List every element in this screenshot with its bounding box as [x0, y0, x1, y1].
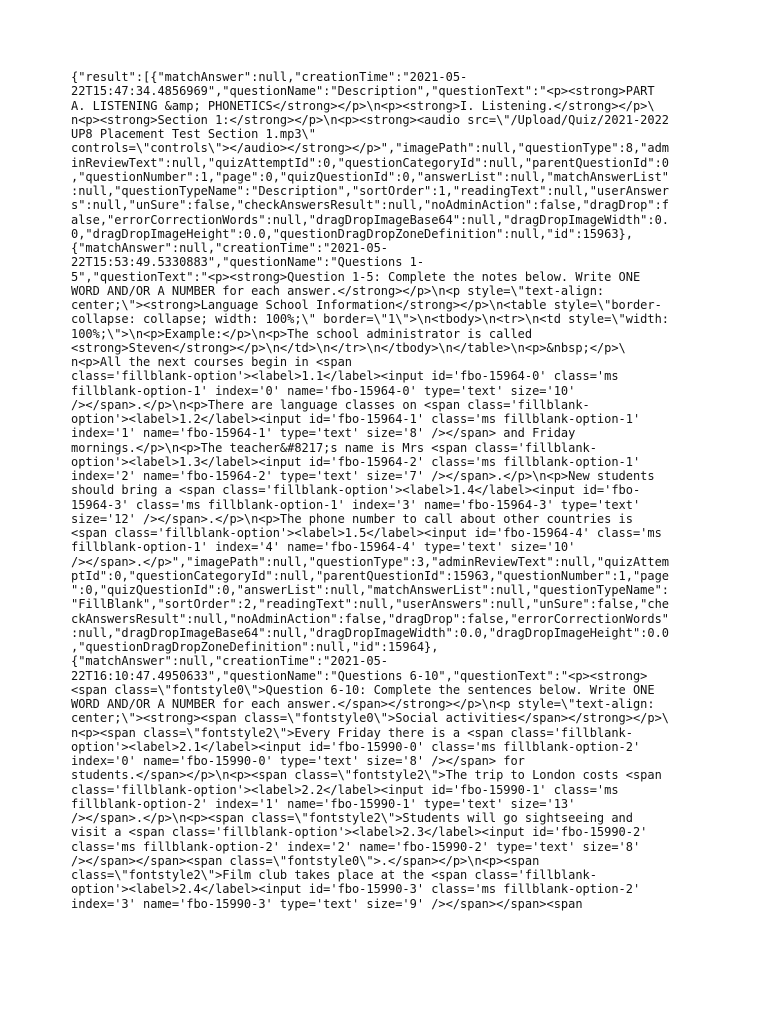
text-line: WORD AND/OR A NUMBER for each answer.</span></strong></p>\n<p style=\"text-align:: [71, 697, 655, 711]
text-line: /></span>.</p>","imagePath":null,"questionType":3,"adminReviewText":null,"quizAttem: [71, 554, 669, 569]
text-line: :null,"dragDropImageBase64":null,"dragDropImageWidth":0.0,"dragDropImageHeight":0.0: [71, 625, 669, 640]
text-line: :null,"questionTypeName":"Description","sortOrder":1,"readingText":null,"userAnswer: [71, 184, 669, 198]
text-line: <span class=\"fontstyle0\">Question 6-10: Complete the sentences below. Write ONE: [71, 682, 655, 697]
text-line: class=\"fontstyle2\">Film club takes place at the <span class='fillblank-: [71, 868, 597, 882]
text-line: <strong>Steven</strong></p>\n</td>\n</tr>\n</tbody>\n</table>\n<p>&nbsp;</p>\: [71, 340, 626, 355]
text-line: ,"questionDragDropZoneDefinition":null,"id":15964},: [71, 640, 439, 654]
text-line: /></span>.</p>\n<p><span class=\"fontstyle2\">Students will go sightseeing and: [71, 811, 633, 825]
text-line: {"matchAnswer":null,"creationTime":"2021-05-: [71, 241, 389, 255]
text-line: fillblank-option-2' index='1' name='fbo-15990-1' type='text' size='13': [71, 796, 576, 811]
text-line: collapse: collapse; width: 100%;\" border=\"1\">\n<tbody>\n<tr>\n<td style=\"width:: [71, 312, 669, 327]
text-line: 22T15:53:49.5330883","questionName":"Questions 1-: [71, 255, 425, 270]
text-line: inReviewText":null,"quizAttemptId":0,"questionCategoryId":null,"parentQuestionId":0: [71, 155, 669, 170]
text-line: {"matchAnswer":null,"creationTime":"2021-05-: [71, 654, 389, 669]
text-line: {"result":[{"matchAnswer":null,"creationTime":"2021-05-: [71, 70, 468, 84]
text-line: 0,"dragDropImageHeight":0.0,"questionDragDropZoneDefinition":null,"id":15963},: [71, 226, 633, 241]
text-line: ,"questionNumber":1,"page":0,"quizQuestionId":0,"answerList":null,"matchAnswerList": [71, 169, 669, 184]
text-line: controls=\"controls\"></audio></strong></p>","imagePath":null,"questionType":8,"adm: [71, 141, 669, 156]
text-line: n<p><strong>Section 1:</strong></p>\n<p><strong><audio src=\"/Upload/Quiz/2021-2022: [71, 112, 669, 127]
text-line: class='fillblank-option'><label>1.1</label><input id='fbo-15964-0' class='ms: [71, 369, 619, 384]
text-line: students.</span></p>\n<p><span class=\"fontstyle2\">The trip to London costs <span: [71, 768, 662, 783]
text-line: ckAnswersResult":null,"noAdminAction":false,"dragDrop":false,"errorCorrectionWords": [71, 611, 669, 626]
text-line: n<p>All the next courses begin in <span: [71, 355, 352, 369]
text-line: option'><label>2.4</label><input id='fbo-15990-3' class='ms fillblank-option-2': [71, 882, 641, 897]
text-line: A. LISTENING &amp; PHONETICS</strong></p>\n<p><strong>I. Listening.</strong></p>\: [71, 98, 655, 113]
text-line: index='0' name='fbo-15990-0' type='text' size='8' /></span> for: [71, 754, 525, 768]
text-line: ":0,"quizQuestionId":0,"answerList":null,"matchAnswerList":null,"questionTypeName":: [71, 583, 669, 597]
text-line: <span class='fillblank-option'><label>1.5</label><input id='fbo-15964-4' class='ms: [71, 526, 662, 540]
text-line: size='12' /></span>.</p>\n<p>The phone number to call about other countries is: [71, 511, 633, 526]
text-line: 100%;\">\n<p>Example:</p>\n<p>The school administrator is called: [71, 326, 533, 341]
text-line: should bring a <span class='fillblank-option'><label>1.4</label><input id='fbo-: [71, 483, 641, 498]
text-line: 15964-3' class='ms fillblank-option-1' index='3' name='fbo-15964-3' type='text': [71, 497, 641, 512]
text-line: 22T16:10:47.4950633","questionName":"Questions 6-10","questionText":"<p><strong>: [71, 668, 648, 683]
text-line: mornings.</p>\n<p>The teacher&#8217;s name is Mrs <span class='fillblank-: [71, 440, 597, 455]
text-line: WORD AND/OR A NUMBER for each answer.</strong></p>\n<p style=\"text-align:: [71, 283, 605, 298]
text-line: fillblank-option-1' index='0' name='fbo-15964-0' type='text' size='10': [71, 383, 576, 398]
text-line: alse,"errorCorrectionWords":null,"dragDropImageBase64":null,"dragDropImageWidth":0.: [71, 212, 669, 227]
text-line: class='ms fillblank-option-2' index='2' name='fbo-15990-2' type='text' size='8': [71, 839, 641, 854]
text-line: index='3' name='fbo-15990-3' type='text' size='9' /></span></span><span: [71, 896, 583, 911]
text-line: 22T15:47:34.4856969","questionName":"Description","questionText":"<p><strong>PART: [71, 84, 655, 99]
text-line: index='2' name='fbo-15964-2' type='text' size='7' /></span>.</p>\n<p>New students: [71, 469, 655, 483]
text-line: /></span></span><span class=\"fontstyle0\">.</span></p>\n<p><span: [71, 853, 540, 868]
text-line: option'><label>1.2</label><input id='fbo-15964-1' class='ms fillblank-option-1': [71, 412, 641, 426]
text-line: "FillBlank","sortOrder":2,"readingText":null,"userAnswers":null,"unSure":false,"che: [71, 597, 669, 612]
text-line: option'><label>1.3</label><input id='fbo-15964-2' class='ms fillblank-option-1': [71, 454, 641, 469]
text-line: center;\"><strong><span class=\"fontstyle0\">Social activities</span></strong></p>\: [71, 711, 669, 726]
text-line: 5","questionText":"<p><strong>Question 1-5: Complete the notes below. Write ONE: [71, 269, 641, 284]
text-line: /></span>.</p>\n<p>There are language classes on <span class='fillblank-: [71, 397, 590, 412]
text-line: option'><label>2.1</label><input id='fbo-15990-0' class='ms fillblank-option-2': [71, 739, 641, 754]
text-line: visit a <span class='fillblank-option'><label>2.3</label><input id='fbo-15990-2': [71, 825, 648, 840]
text-line: n<p><span class=\"fontstyle2\">Every Friday there is a <span class='fillblank-: [71, 725, 633, 740]
text-line: center;\"><strong>Language School Information</strong></p>\n<table style=\"border-: [71, 298, 662, 312]
text-line: index='1' name='fbo-15964-1' type='text' size='8' /></span> and Friday: [71, 426, 576, 441]
text-line: UP8 Placement Test Section 1.mp3\": [71, 127, 316, 141]
text-line: ptId":0,"questionCategoryId":null,"parentQuestionId":15963,"questionNumber":1,"page: [71, 568, 669, 583]
text-line: s":null,"unSure":false,"checkAnswersResult":null,"noAdminAction":false,"dragDrop":f: [71, 198, 669, 213]
json-text-block: [71, 70, 711, 911]
text-line: class='fillblank-option'><label>2.2</label><input id='fbo-15990-1' class='ms: [71, 782, 619, 797]
text-line: fillblank-option-1' index='4' name='fbo-15964-4' type='text' size='10': [71, 540, 576, 555]
